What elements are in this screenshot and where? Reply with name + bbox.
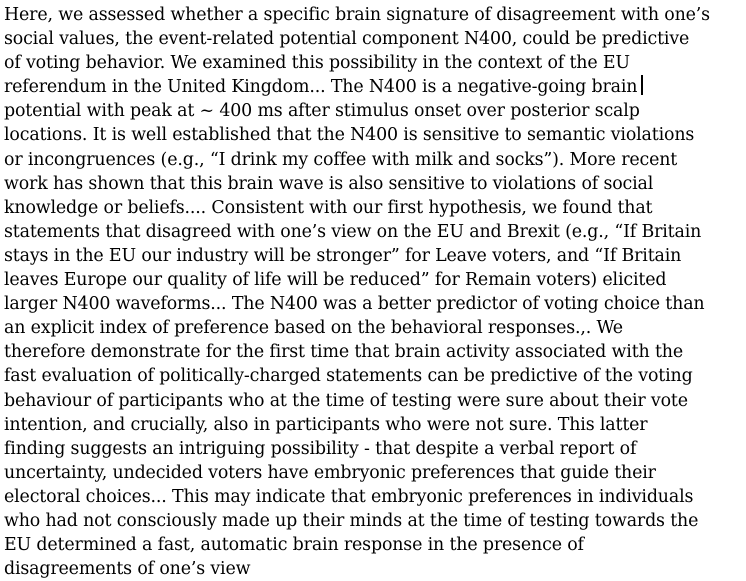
text-line-24: disagreements of one’s view xyxy=(4,559,251,580)
text-line-11: stays in the EU our industry will be stronger” for Leave voters, and “If Britain xyxy=(4,245,682,266)
text-line-9: knowledge or beliefs.... Consistent with our first hypothesis, we found that xyxy=(4,197,653,218)
text-line-8: work has shown that this brain wave is also sensitive to violations of social xyxy=(4,173,654,194)
text-line-18: intention, and crucially, also in participants who were not sure. This latter xyxy=(4,414,648,435)
text-line-6: locations. It is well established that the N400 is sensitive to semantic violations xyxy=(4,125,695,146)
text-line-22: who had not consciously made up their minds at the time of testing towards the xyxy=(4,510,699,531)
text-line-10: statements that disagreed with one’s view on the EU and Brexit (e.g., “If Britain xyxy=(4,221,702,242)
text-line-15: therefore demonstrate for the first time that brain activity associated with the xyxy=(4,342,683,363)
text-line-19: finding suggests an intriguing possibility - that despite a verbal report of xyxy=(4,438,637,459)
text-line-3: of voting behavior. We examined this possibility in the context of the EU xyxy=(4,53,630,74)
text-line-17: behaviour of participants who at the time of testing were sure about their vote xyxy=(4,390,688,411)
text-line-23: EU determined a fast, automatic brain response in the presence of xyxy=(4,535,584,556)
text-line-1: Here, we assessed whether a specific brain signature of disagreement with one’s xyxy=(4,5,710,25)
text-line-7: or incongruences (e.g., “I drink my coffee with milk and socks”). More recent xyxy=(4,149,678,170)
text-line-16: fast evaluation of politically-charged statements can be predictive of the voting xyxy=(4,366,693,387)
text-line-4-content: referendum in the United Kingdom... The N400 is a negative-going brain xyxy=(4,77,638,98)
text-line-2: social values, the event-related potential component N400, could be predictive xyxy=(4,29,690,50)
text-line-4 xyxy=(4,75,742,99)
text-cursor xyxy=(641,75,643,95)
text-line-5: potential with peak at ~ 400 ms after stimulus onset over posterior scalp xyxy=(4,101,640,122)
text-line-20: uncertainty, undecided voters have embryonic preferences that guide their xyxy=(4,462,656,483)
text-line-12: leaves Europe our quality of life will be reduced” for Remain voters) elicited xyxy=(4,270,667,291)
text-line-21: electoral choices... This may indicate that embryonic preferences in individuals xyxy=(4,486,694,507)
text-line-14: an explicit index of preference based on the behavioral responses.,. We xyxy=(4,318,623,339)
document-text-block xyxy=(4,3,742,581)
text-line-13: larger N400 waveforms... The N400 was a better predictor of voting choice than xyxy=(4,294,705,315)
